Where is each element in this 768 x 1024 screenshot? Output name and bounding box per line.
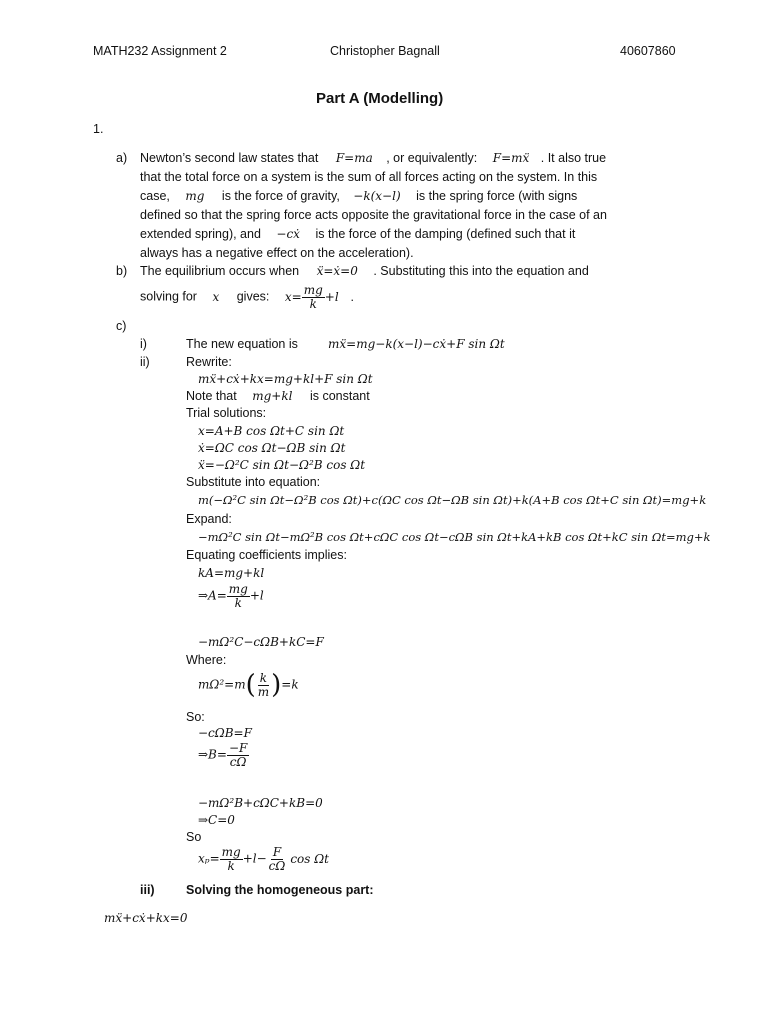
a-line3a: case, (140, 189, 170, 203)
eq-trial-xddot: ẍ=−Ω²C sin Ωt−Ω²B cos Ωt (198, 458, 366, 472)
a-line1b: , or equivalently: (386, 151, 478, 165)
eq-A: ⇒A= $\frac{mg}{k}$ +l (198, 582, 264, 610)
eq-newton: F=ma (335, 151, 373, 165)
c-i-text: The new equation is (186, 337, 298, 351)
eq-B-relation: −mΩ²B+cΩC+kB=0 (198, 796, 323, 810)
part-a-text (140, 149, 675, 263)
a-line5a: extended spring), and (140, 227, 261, 241)
a-line2: that the total force on a system is the sum of all forces acting on the system. In this (140, 170, 598, 184)
c-iii-label: iii) (140, 883, 155, 897)
eq-kA: kA=mg+kl (198, 566, 265, 580)
a-line4: defined so that the spring force acts opposite the gravitational force in the case of an (140, 208, 607, 222)
header-author: Christopher Bagnall (330, 44, 440, 58)
b-line1 (140, 264, 589, 278)
eq-constant: mg+kl (252, 389, 293, 403)
a-line6: always has a negative effect on the acceleration). (140, 246, 414, 260)
c-note: Note that mg+kl is constant (186, 389, 370, 403)
a-line1c: . It also true (540, 151, 607, 165)
eq-x: x (212, 289, 220, 304)
eq-spring: −k(x−l) (353, 189, 401, 203)
question-number: 1. (93, 122, 104, 136)
b-line2b: gives: (236, 289, 270, 304)
eq-new-equation: mẍ=mg−k(x−l)−cẋ+F sin Ωt (328, 337, 505, 351)
eq-newton-2: F=mẍ (492, 151, 530, 165)
c-trial: Trial solutions: (186, 406, 267, 420)
part-c-label: c) (116, 319, 127, 333)
eq-mg: mg (185, 189, 205, 203)
eq-expanded: −mΩ²C sin Ωt−mΩ²B cos Ωt+cΩC cos Ωt−cΩB sin Ωt+kA+kB cos Ωt+kC sin Ωt=mg+k (198, 530, 711, 544)
a-line5b: is the force of the damping (defined such that it (315, 227, 576, 241)
a-line3b: is the force of gravity, (221, 189, 340, 203)
eq-particular-solution: xₚ= $\frac{mg}{k}$ +l− $\frac{F}{c\Omega}$ cos Ωt (198, 845, 330, 873)
b-line2c: . (350, 289, 354, 304)
eq-equilibrium-solution: x= $\frac{mg}{k}$ +l (284, 283, 339, 311)
eq-where: mΩ²=m( $\frac{k}{m}$ )=k (198, 670, 299, 700)
a-line3c: is the spring force (with signs (416, 189, 578, 203)
c-substitute: Substitute into equation: (186, 475, 321, 489)
c-ii-label: ii) (140, 355, 150, 369)
b-line2a: solving for (140, 289, 197, 304)
c-iii-text: Solving the homogeneous part: (186, 883, 374, 897)
page-title: Part A (Modelling) (316, 90, 444, 107)
eq-C-zero: ⇒C=0 (198, 813, 235, 827)
eq-equilibrium: ẍ=ẋ=0 (316, 264, 358, 278)
c-rewrite: Rewrite: (186, 355, 232, 369)
c-so-1: So: (186, 710, 205, 724)
c-so-2: So (186, 830, 202, 844)
part-a-label: a) (116, 151, 128, 165)
eq-cB: −cΩB=F (198, 726, 252, 740)
b-line1b: . Substituting this into the equation and (373, 264, 589, 278)
a-line1a: Newton’s second law states that (140, 151, 319, 165)
eq-rewrite: mẍ+cẋ+kx=mg+kl+F sin Ωt (198, 372, 373, 386)
header-course: MATH232 Assignment 2 (93, 44, 227, 58)
c-equating: Equating coefficients implies: (186, 548, 347, 562)
eq-homogeneous: mẍ+cẋ+kx=0 (104, 911, 188, 925)
header-id: 40607860 (620, 44, 676, 58)
c-expand: Expand: (186, 512, 232, 526)
eq-coefficient-relation: −mΩ²C−cΩB+kC=F (198, 635, 324, 649)
b-line1a: The equilibrium occurs when (140, 264, 300, 278)
c-where: Where: (186, 653, 227, 667)
eq-substituted: m(−Ω²C sin Ωt−Ω²B cos Ωt)+c(ΩC cos Ωt−ΩB sin Ωt)+k(A+B cos Ωt+C sin Ωt)=mg+k (198, 493, 707, 507)
eq-damping: −cẋ (276, 227, 300, 241)
eq-trial-x: x=A+B cos Ωt+C sin Ωt (198, 424, 345, 438)
b-line2 (140, 284, 354, 310)
part-b-label: b) (116, 264, 128, 278)
eq-trial-xdot: ẋ=ΩC cos Ωt−ΩB sin Ωt (198, 441, 346, 455)
c-i-label: i) (140, 337, 147, 351)
eq-B: ⇒B= $\frac{-F}{c\Omega}$ (198, 741, 248, 769)
